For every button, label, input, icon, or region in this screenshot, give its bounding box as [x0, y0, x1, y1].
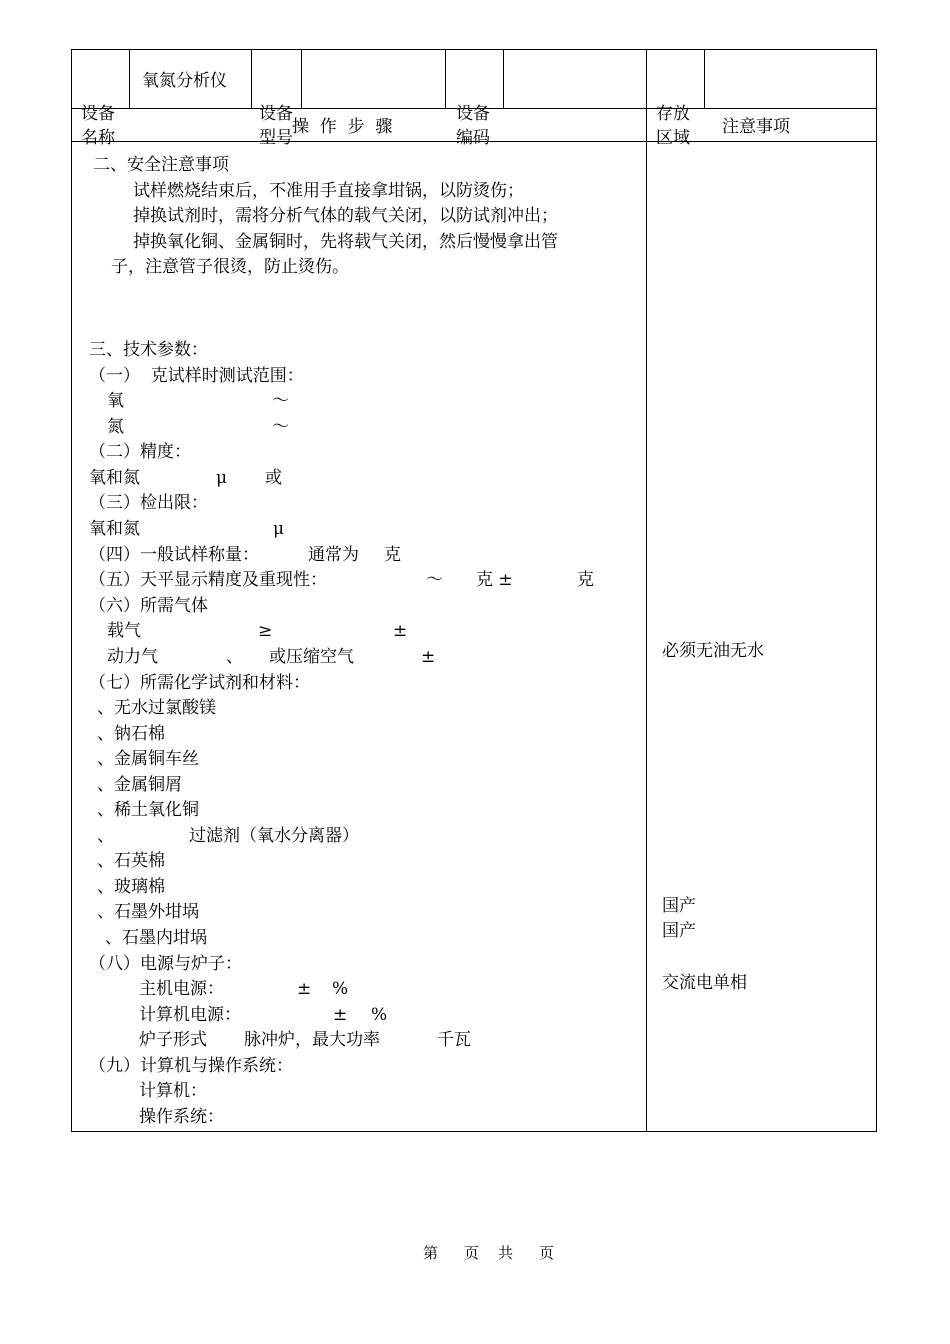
param-text: 氧和氮 — [89, 468, 140, 488]
device-code-label: 设备 编码 — [456, 104, 490, 148]
material-item: 、玻璃棉 — [97, 877, 165, 897]
param-text: 载气 — [107, 621, 141, 641]
param-text: 计算机： — [139, 1081, 207, 1101]
col-divider — [503, 49, 504, 108]
param-text: ≥ — [258, 621, 273, 641]
step-text-line: 掉换氧化铜、金属铜时，先将载气关闭，然后慢慢拿出管 — [133, 232, 558, 252]
param-text: 、 — [226, 647, 243, 667]
notes-column-divider — [646, 49, 647, 1132]
param-text: 或 — [265, 468, 282, 488]
param-text: 通常为 — [308, 545, 359, 565]
param-text: % — [371, 1005, 388, 1025]
param-text: 操作系统： — [139, 1107, 224, 1127]
material-item: 过滤剂（氧水分离器） — [189, 826, 359, 846]
note-text: 交流电单相 — [662, 973, 747, 993]
table-border-bottom — [71, 1131, 877, 1132]
param-text: ～ — [426, 570, 443, 590]
step-text-line: 子，注意管子很烫，防止烫伤。 — [111, 257, 349, 277]
param-text: 氧 — [107, 391, 124, 411]
param-text: 计算机电源： — [139, 1005, 241, 1025]
param-text: % — [332, 979, 349, 999]
material-item: 、钠石棉 — [97, 724, 165, 744]
material-item: 、金属铜车丝 — [97, 749, 199, 769]
material-item: 、 — [97, 826, 114, 846]
param-text: ± — [421, 647, 436, 667]
param-text: 动力气 — [107, 647, 158, 667]
device-name-label: 设备 名称 — [81, 104, 115, 148]
section-3-title: 三、技术参数： — [89, 340, 208, 360]
param-heading: （二）精度： — [89, 442, 191, 462]
col-divider — [251, 49, 252, 108]
param-text: ～ — [272, 391, 289, 411]
steps-heading: 操 作 步 骤 — [292, 117, 393, 137]
table-border-top — [71, 49, 877, 50]
param-heading: （七）所需化学试剂和材料： — [89, 673, 310, 693]
param-heading: （四）一般试样称量： — [89, 545, 259, 565]
notes-heading: 注意事项 — [722, 117, 790, 137]
step-text-line: 掉换试剂时，需将分析气体的载气关闭，以防试剂冲出； — [133, 206, 558, 226]
footer-di: 第 — [423, 1244, 439, 1262]
param-text: 氧和氮 — [89, 519, 140, 539]
param-text: μ — [216, 468, 228, 488]
step-text-line: 试样燃烧结束后，不准用手直接拿坩锅，以防烫伤； — [133, 181, 524, 201]
device-name-value: 氧氮分析仪 — [142, 71, 227, 91]
table-border-left — [71, 49, 72, 1132]
param-heading: （三）检出限： — [89, 493, 208, 513]
note-text: 国产 — [662, 921, 696, 941]
param-text: 千瓦 — [437, 1030, 471, 1050]
note-text: 国产 — [662, 896, 696, 916]
param-text: ～ — [272, 417, 289, 437]
param-text: ± — [297, 979, 312, 999]
material-item: 、无水过氯酸镁 — [97, 698, 216, 718]
equipment-procedure-form — [71, 49, 877, 1132]
param-text: 氮 — [107, 417, 124, 437]
material-item: 、金属铜屑 — [97, 775, 182, 795]
col-divider — [445, 49, 446, 108]
col-divider — [301, 49, 302, 108]
param-text: 克 ± — [476, 570, 513, 590]
param-text: ± — [393, 621, 408, 641]
param-heading: （六）所需气体 — [89, 596, 208, 616]
param-text: 主机电源： — [139, 979, 224, 999]
param-heading: （八）电源与炉子： — [89, 954, 242, 974]
param-text: 或压缩空气 — [269, 647, 354, 667]
material-item: 、石墨内坩埚 — [105, 928, 207, 948]
param-text: 炉子形式 — [139, 1030, 207, 1050]
param-text: 脉冲炉，最大功率 — [244, 1030, 380, 1050]
param-text: μ — [273, 519, 285, 539]
footer-gong: 共 — [498, 1244, 514, 1262]
note-text: 必须无油无水 — [662, 641, 764, 661]
storage-area-label: 存放 区域 — [656, 104, 690, 148]
param-heading: （一） 克试样时测试范围： — [89, 366, 304, 386]
material-item: 、石英棉 — [97, 851, 165, 871]
footer-ye: 页 — [539, 1244, 555, 1262]
param-text: 克 — [384, 545, 401, 565]
col-divider — [129, 49, 130, 108]
material-item: 、石墨外坩埚 — [97, 902, 199, 922]
footer-ye: 页 — [464, 1244, 480, 1262]
param-text: 克 — [577, 570, 594, 590]
col-divider — [704, 49, 705, 108]
param-text: ± — [333, 1005, 348, 1025]
param-heading: （九）计算机与操作系统： — [89, 1056, 293, 1076]
param-heading: （五）天平显示精度及重现性： — [89, 570, 327, 590]
device-model-label: 设备 型号 — [259, 104, 293, 148]
section-2-title: 二、安全注意事项 — [93, 155, 229, 175]
material-item: 、稀土氧化铜 — [97, 800, 199, 820]
table-border-right — [876, 49, 877, 1132]
